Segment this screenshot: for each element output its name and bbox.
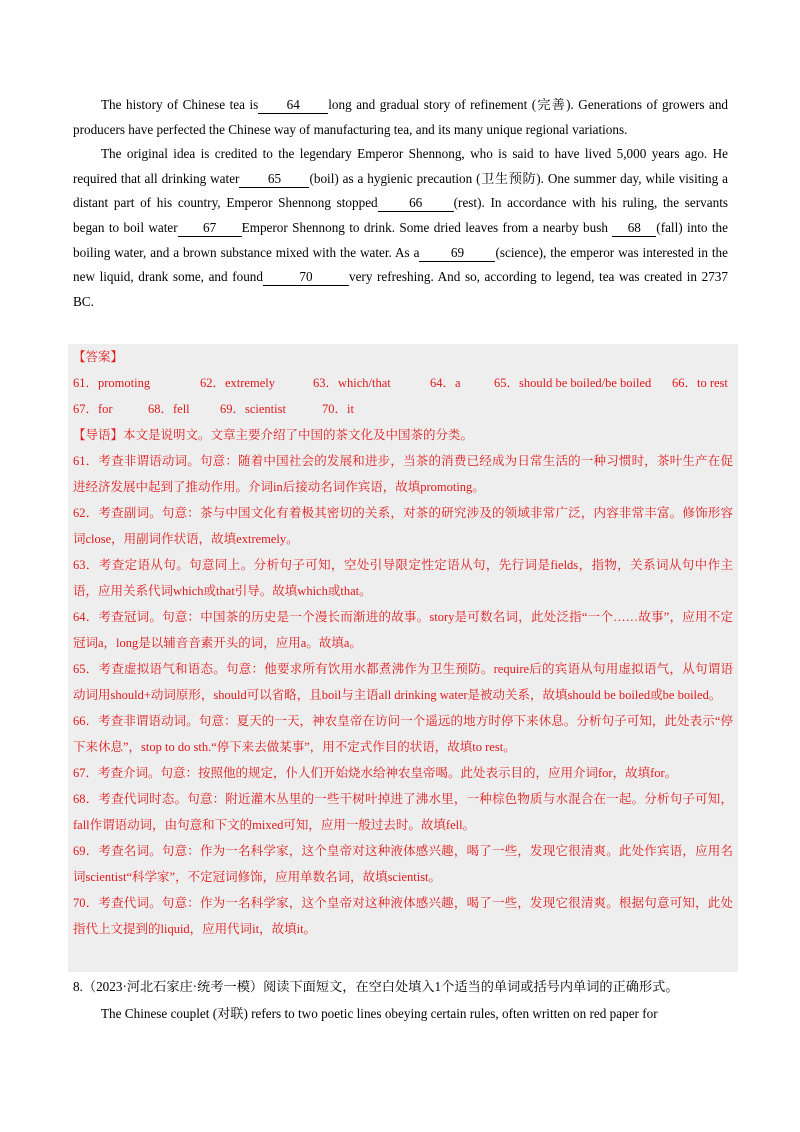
passage-paragraph-2: The original idea is credited to the legendary Emperor Shennong, who is said to have lived 5,000 years ago. He required that all drinking water 65 (boil) as a hygienic precaution (卫生预防). One summer day, while visiting a distant part of his country, Emperor Shennong stopped 66 (rest). In accordance with his ruling, the servants began to boil water 67 Emperor Shennong to drink. Some dried leaves from a nearby bush 68 (fall) into the boiling water, and a brown substance mixed with the water. As a 69 (science), the emperor was interested in the new liquid, drank some, and found 70 very refreshing. And so, according to legend, tea was created in 2737 BC. — [73, 146, 729, 309]
explanation-63: 63．考查定语从句。句意同上。分析句子可知，空处引导限定性定语从句，先行词是fields，指物，关系词从句中作主语，应用关系代词which或that引导。故填which或that。 — [73, 558, 733, 598]
explanation-68: 68．考查代词时态。句意：附近灌木丛里的一些干树叶掉进了沸水里，一种棕色物质与水混合在一起。分析句子可知，fall作谓语动词，由句意和下文的mixed可知，应用一般过去时。故填fell。 — [73, 792, 733, 832]
blank-70: 70 — [263, 269, 349, 286]
answer-item: 63．which/that — [313, 376, 391, 390]
next-question — [73, 973, 728, 1027]
explanation-67: 67．考查介词。句意：按照他的规定，仆人们开始烧水给神农皇帝喝。此处表示目的，应用介词for，故填for。 — [73, 766, 678, 780]
explanation-65: 65．考查虚拟语气和语态。句意：他要求所有饮用水都煮沸作为卫生预防。require后的宾语从句用虚拟语气，从句谓语动词用should+动词原形，should可以省略，且boil与主语all drinking water是被动关系，故填should be boiled或be boiled。 — [73, 662, 733, 702]
blank-68: 68 — [612, 220, 656, 237]
explanation-66: 66．考查非谓语动词。句意：夏天的一天，神农皇帝在访问一个遥远的地方时停下来休息。分析句子可知，此处表示“停下来休息”，stop to do sth.“停下来去做某事”，用不定式作目的状语，故填to rest。 — [73, 714, 733, 754]
reading-passage — [73, 93, 728, 314]
answer-panel — [68, 344, 738, 972]
answer-key — [73, 370, 733, 422]
blank-66: 66 — [378, 195, 454, 212]
explanation-62: 62．考查副词。句意：茶与中国文化有着极其密切的关系，对茶的研究涉及的领域非常广泛，内容非常丰富。修饰形容词close，用副词作状语，故填extremely。 — [73, 506, 733, 546]
explanation-64: 64．考查冠词。句意：中国茶的历史是一个漫长而渐进的故事。story是可数名词，此处泛指“一个……故事”，应用不定冠词a，long是以辅音音素开头的词，应用a。故填a。 — [73, 610, 733, 650]
answer-item: 66．to rest — [672, 376, 728, 390]
blank-69: 69 — [419, 245, 495, 262]
guide-text: 【导语】本文是说明文。文章主要介绍了中国的茶文化及中国茶的分类。 — [73, 428, 474, 442]
passage-paragraph-1: The history of Chinese tea is 64 long and gradual story of refinement (完善). Generations of growers and producers have perfected the Chinese way of manufacturing tea, and its many unique regional variations. — [73, 97, 728, 137]
answer-item: 67．for — [73, 402, 113, 416]
question-heading: 8.（2023·河北石家庄·统考一模）阅读下面短文，在空白处填入1个适当的单词或括号内单词的正确形式。 — [73, 979, 679, 994]
explanation-69: 69．考查名词。句意：作为一名科学家，这个皇帝对这种液体感兴趣，喝了一些，发现它很清爽。此处作宾语，应用名词scientist“科学家”，不定冠词修饰，应用单数名词，故填scientist。 — [73, 844, 733, 884]
answer-item: 70．it — [322, 402, 354, 416]
blank-65: 65 — [239, 171, 309, 188]
explanation-61: 61．考查非谓语动词。句意：随着中国社会的发展和进步，当茶的消费已经成为日常生活的一种习惯时，茶叶生产在促进经济发展中起到了推动作用。介词in后接动名词作宾语，故填promoting。 — [73, 454, 733, 494]
answer-item: 62．extremely — [200, 376, 275, 390]
answer-item: 65．should be boiled/be boiled — [494, 376, 652, 390]
blank-64: 64 — [258, 97, 328, 114]
answer-item: 64．a — [430, 376, 461, 390]
answer-item: 61．promoting — [73, 376, 151, 390]
answer-item: 68．fell — [148, 402, 190, 416]
explanation-70: 70．考查代词。句意：作为一名科学家，这个皇帝对这种液体感兴趣，喝了一些，发现它很清爽。根据句意可知，此处指代上文提到的liquid，应用代词it，故填it。 — [73, 896, 733, 936]
question-first-line: The Chinese couplet (对联) refers to two poetic lines obeying certain rules, often written on red paper for — [101, 1006, 658, 1021]
answer-title: 【答案】 — [73, 350, 124, 364]
answer-item: 69．scientist — [220, 402, 286, 416]
blank-67: 67 — [178, 220, 242, 237]
